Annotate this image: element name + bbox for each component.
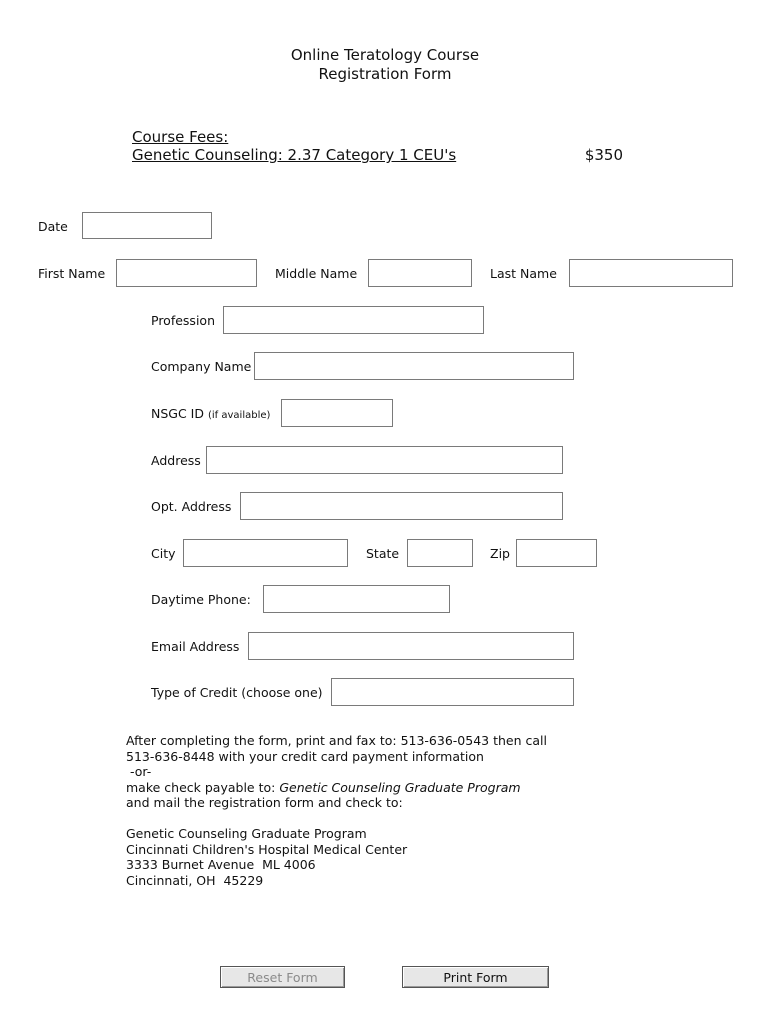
instructions-payee-line [126,780,547,796]
instructions-payee-name: Genetic Counseling Graduate Program [279,779,521,795]
state-label: State [366,546,400,561]
city-label: City [151,546,176,561]
state-field[interactable] [407,539,473,567]
middle-name-label: Middle Name [275,266,358,281]
last-name-field[interactable] [569,259,733,287]
last-name-label: Last Name [490,266,557,281]
company-name-field[interactable] [254,352,574,380]
daytime-phone-label: Daytime Phone: [151,592,251,607]
instructions-line: -or- [126,764,152,779]
mailing-address-line: Cincinnati, OH 45229 [126,872,264,888]
print-form-button[interactable]: Print Form [402,966,549,988]
zip-field[interactable] [516,539,597,567]
course-fee-price: $350 [584,146,623,164]
mailing-address-line: Genetic Counseling Graduate Program [126,826,367,841]
address-label: Address [151,453,201,468]
instructions [126,733,547,811]
course-fee-line [132,146,623,164]
opt-address-field[interactable] [240,492,563,520]
mailing-address-line: 3333 Burnet Avenue ML 4006 [126,857,316,872]
course-fee-item: Genetic Counseling: 2.37 Category 1 CEU's [132,146,457,164]
date-field[interactable] [82,212,212,239]
email-address-label: Email Address [151,639,240,654]
reset-form-button[interactable]: Reset Form [220,966,345,988]
mailing-address [126,826,407,888]
instructions-line: and mail the registration form and check to: [126,795,403,810]
instructions-payee-prefix: make check payable to: [126,779,280,795]
email-address-field[interactable] [248,632,574,660]
nsgc-id-field[interactable] [281,399,393,427]
instructions-line: After completing the form, print and fax to: 513-636-0543 then call [126,733,547,748]
credit-type-field[interactable] [331,678,574,706]
daytime-phone-field[interactable] [263,585,450,613]
first-name-label: First Name [38,266,106,281]
opt-address-label: Opt. Address [151,499,232,514]
instructions-line: 513-636-8448 with your credit card payment information [126,748,484,764]
first-name-field[interactable] [116,259,257,287]
profession-label: Profession [151,313,215,328]
nsgc-id-label [151,406,270,424]
nsgc-id-note: (if available) [207,410,271,421]
course-fees-heading: Course Fees: [132,128,229,146]
address-field[interactable] [206,446,563,474]
company-name-label: Company Name [151,359,252,374]
credit-type-label: Type of Credit (choose one) [151,685,323,700]
page-title: Online Teratology Course [290,46,480,64]
mailing-address-line: Cincinnati Children's Hospital Medical Center [126,841,408,857]
zip-label: Zip [490,546,510,561]
page-subtitle: Registration Form [318,65,452,83]
date-label: Date [38,219,68,234]
profession-field[interactable] [223,306,484,334]
city-field[interactable] [183,539,348,567]
middle-name-field[interactable] [368,259,472,287]
nsgc-id-label-text: NSGC ID [151,406,204,421]
